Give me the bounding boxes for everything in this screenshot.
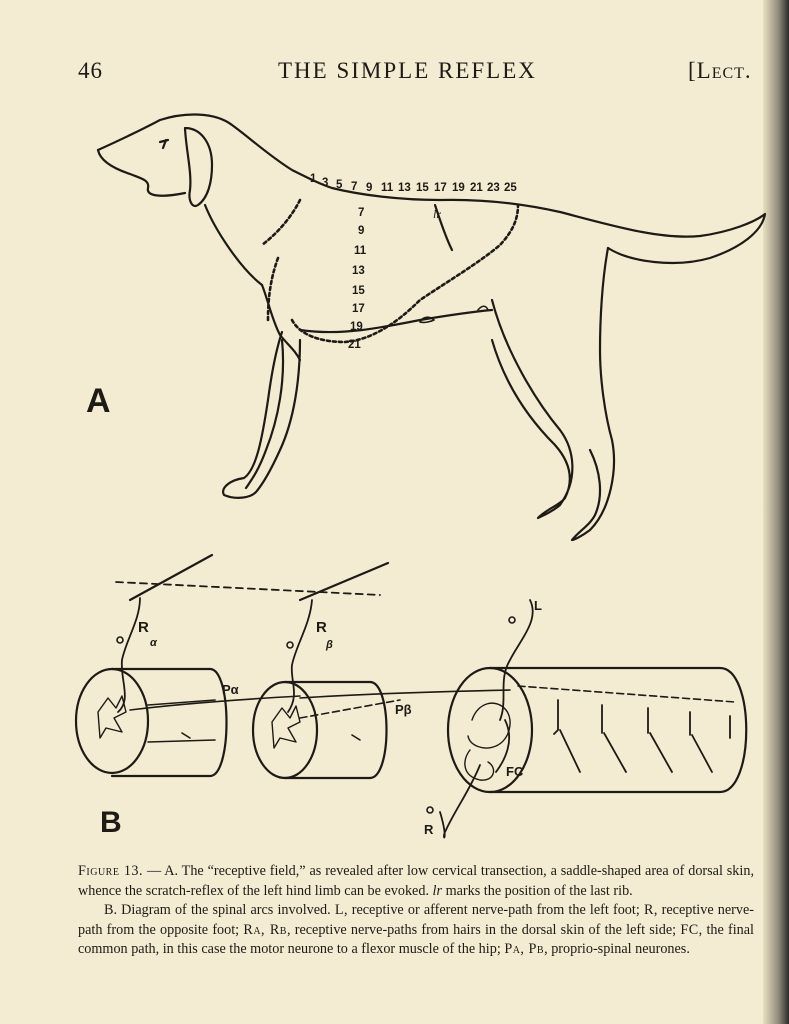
label-r-alpha: R [138,619,149,636]
segment-number: 13 [352,265,365,277]
r-alpha-nerve [118,598,140,712]
label-r-alpha-sub: α [150,637,157,649]
segment-number: 7 [358,207,365,219]
caption-r-text: , receptive nerve-path from the opposite foot; [78,902,755,938]
caption-fc: FC [680,921,699,938]
segment-number: 9 [358,225,365,237]
label-fc: FC [506,764,524,779]
cord-segment-1 [76,669,227,776]
segment-number: 19 [452,182,465,194]
segment-number: 3 [322,177,329,189]
caption-part-a [78,862,754,901]
segment-number: 15 [352,285,365,297]
dog-front-leg-back [223,332,300,498]
segment-number: 17 [434,182,447,194]
caption-lr-text: marks the position of the last rib. [442,882,633,899]
segment-numbers-top [310,173,517,194]
r-opposite-nerve [440,765,480,838]
label-r-beta: R [316,619,327,636]
segment-branches [554,700,730,772]
page-number: 46 [78,58,103,83]
receptive-field-border [262,200,518,342]
dog-ear [185,128,212,206]
caption-r: R [643,902,654,918]
spinal-arcs-diagram [76,555,746,838]
caption-lr: lr [432,882,443,899]
running-title: THE SIMPLE REFLEX [278,58,537,83]
dog-snout [98,150,185,196]
caption-fc-text: , the final common path, in this case the motor neurone to a flexor muscle of the hip; [78,921,755,957]
segment-number: 13 [398,182,411,194]
cord-segment-3 [448,668,746,792]
segment-number: 11 [381,182,394,194]
dog-hind-leg-rear [572,248,614,540]
segment-number: 19 [350,321,363,333]
caption-a-text: The “receptive field,” as revealed after low cervical transection, a saddle-shaped area of dorsal skin, whence the scratch-reflex of the left hind limb can be evoked. [78,863,754,899]
segment-number: 15 [416,182,429,194]
segment-number: 21 [470,182,483,194]
segment-number: 21 [348,339,361,351]
section-marker: [Lect. [688,58,752,83]
dog-eye [160,140,168,148]
segment-number: 23 [487,182,500,194]
dog-neck-front [205,205,262,285]
p-alpha-path [130,696,300,710]
segment-number: 1 [310,173,317,185]
dog-hind-leg [492,300,572,518]
dog-front-leg-front [246,340,283,488]
label-p-alpha: Pα [222,682,239,697]
caption-ra: Rα, Rβ [243,921,287,938]
figure-13 [0,100,789,850]
caption-l: L [334,902,345,918]
label-r-beta-sub: β [326,639,333,651]
last-rib-label: lr [433,207,442,221]
dog-drawing [98,115,765,540]
segment-number: 5 [336,179,343,191]
dog-head-outline [98,115,765,263]
hair-alpha [130,555,212,600]
diagram-b-labels [138,598,542,837]
panel-b-label: B [100,806,122,839]
caption-b-intro: B. Diagram of the spinal arcs involved. [104,902,331,918]
segment-number: 11 [354,245,367,257]
segment-number: 7 [351,181,358,193]
caption-l-text: , receptive or afferent nerve-path from the left foot; [344,902,640,918]
segment-number: 9 [366,182,373,194]
figure-caption [78,862,754,960]
segment-number: 25 [504,182,517,194]
caption-ra-text: , receptive nerve-paths from hairs in the dorsal skin of the left side; [286,921,677,938]
panel-a-label: A [86,382,111,420]
segment-number: 17 [352,303,365,315]
caption-pa-text: , proprio-spinal neurones. [544,941,690,957]
caption-dash: — A. [143,863,179,879]
p-beta-path [300,690,510,698]
caption-part-b [78,901,754,960]
running-header [0,58,789,90]
label-p-beta: Pβ [395,702,412,717]
caption-pa: Pα, Pβ [504,941,545,957]
label-r-opposite: R [424,822,434,837]
label-l-foot: L [534,598,542,613]
figure-label: Figure 13. [78,863,144,879]
